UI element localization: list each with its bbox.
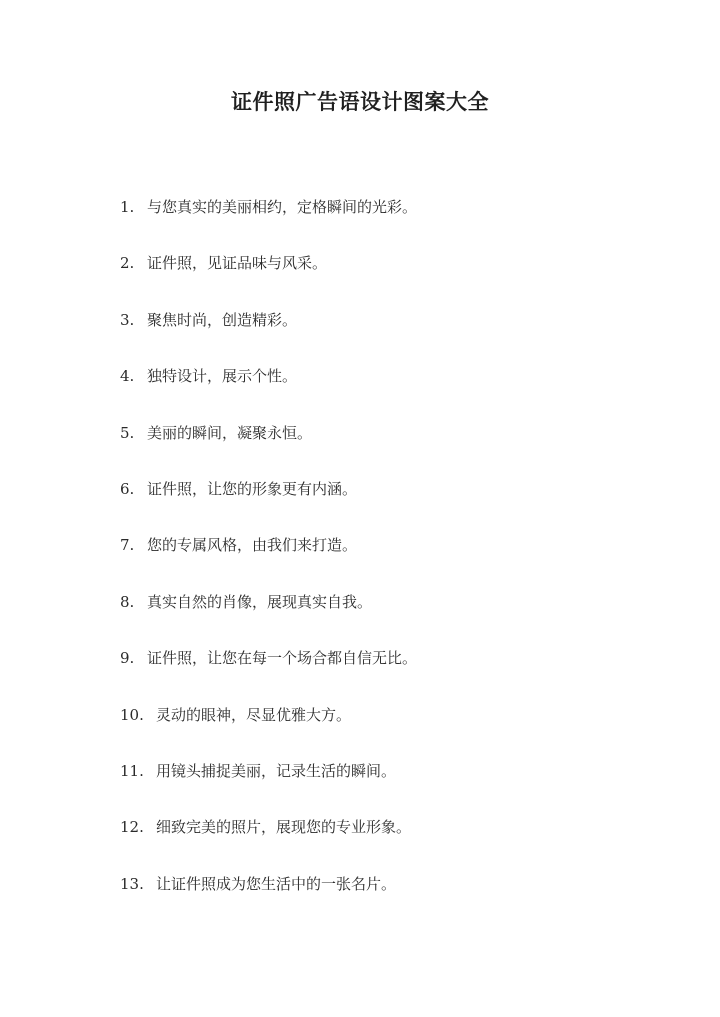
item-text: 让证件照成为您生活中的一张名片。: [156, 874, 397, 893]
list-item: [120, 196, 680, 252]
list-item: [120, 534, 680, 590]
item-number: 4.: [120, 367, 135, 386]
item-number: 2.: [120, 254, 135, 273]
list-item: [120, 591, 680, 647]
list-item: [120, 422, 680, 478]
item-text: 灵动的眼神，尽显优雅大方。: [156, 705, 352, 724]
list-item: [120, 816, 680, 872]
item-text: 与您真实的美丽相约，定格瞬间的光彩。: [147, 198, 418, 216]
item-number: 12.: [120, 818, 144, 837]
list-item: [120, 309, 680, 365]
item-text: 证件照，让您的形象更有内涵。: [147, 479, 358, 498]
item-number: 10.: [120, 705, 144, 724]
list-item: [120, 704, 680, 760]
item-text: 证件照，见证品味与风采。: [147, 254, 328, 273]
list-item: [120, 252, 680, 308]
list-item: [120, 760, 680, 816]
slogan-list: [120, 196, 680, 929]
item-number: 1.: [120, 198, 135, 216]
list-item: [120, 647, 680, 703]
item-text: 真实自然的肖像，展现真实自我。: [147, 592, 373, 611]
item-number: 9.: [120, 649, 135, 668]
item-number: 5.: [120, 423, 135, 442]
item-number: 8.: [120, 592, 135, 611]
item-text: 细致完美的照片，展现您的专业形象。: [156, 818, 412, 837]
list-item: [120, 478, 680, 534]
item-number: 13.: [120, 874, 144, 893]
item-text: 美丽的瞬间，凝聚永恒。: [147, 423, 313, 442]
item-text: 您的专属风格，由我们来打造。: [147, 536, 358, 555]
item-text: 证件照，让您在每一个场合都自信无比。: [147, 649, 418, 668]
item-number: 11.: [120, 761, 144, 780]
item-number: 7.: [120, 536, 135, 555]
item-text: 独特设计，展示个性。: [147, 367, 298, 386]
document-title: 证件照广告语设计图案大全: [231, 89, 489, 114]
list-item: [120, 873, 680, 929]
item-number: 6.: [120, 479, 135, 498]
item-text: 聚焦时尚，创造精彩。: [147, 310, 298, 329]
list-item: [120, 365, 680, 421]
item-number: 3.: [120, 310, 135, 329]
item-text: 用镜头捕捉美丽，记录生活的瞬间。: [156, 761, 397, 780]
